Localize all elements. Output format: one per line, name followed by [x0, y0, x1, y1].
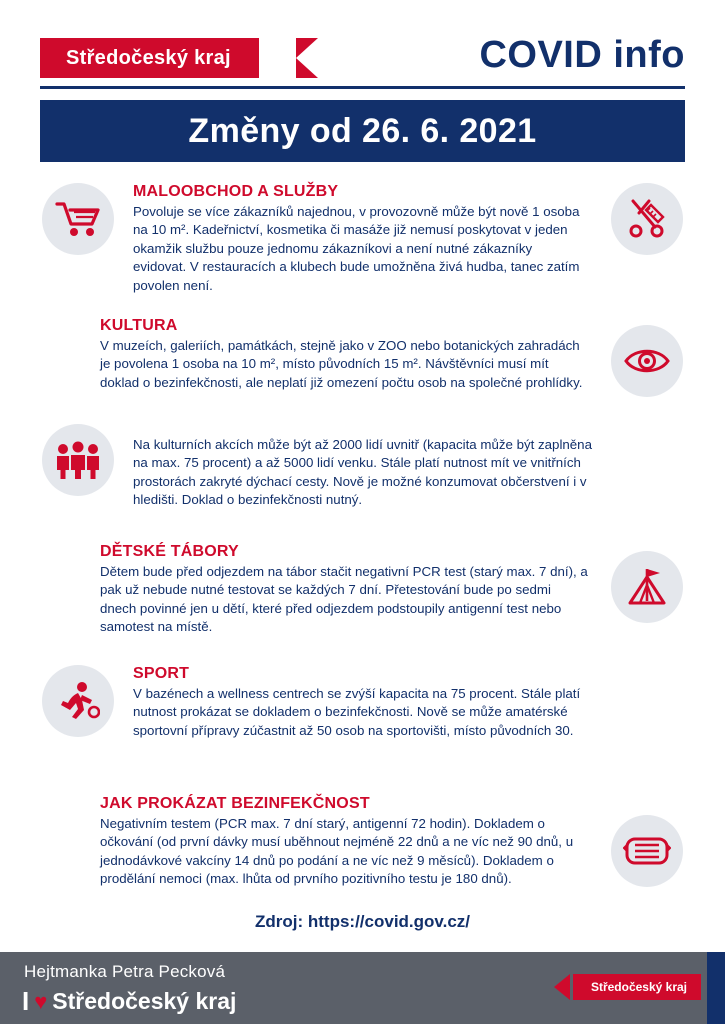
people-group-icon [42, 424, 114, 496]
footer-badge-tail [554, 974, 570, 1000]
page-title-bar [40, 100, 685, 162]
section-body: Povoluje se více zákazníků najednou, v provozovně může být nově 1 osoba na 10 m². Kadeřnictví, kosmetika či masáže již nemusí poskytovat v jeden okamžik službu pouze jednomu zákazníkovi a není nutné zákazníky evidovat. V restauracích a klubech bude umožněna živá hudba, tanec zatím povolen není. [133, 204, 580, 293]
section-maloobchod [133, 183, 588, 295]
section-heading: SPORT [133, 665, 190, 682]
section-heading: DĚTSKÉ TÁBORY [100, 543, 239, 560]
footer-logo-i: I [22, 986, 30, 1016]
section-bezinfekcnost [100, 795, 590, 889]
section-body: V bazénech a wellness centrech se zvýší kapacita na 75 procent. Stále platí nutnost prokázat se dokladem o bezinfekčnosti. Nově se může amatérské sportovní přípravy zúčastnit až 50 osob na sportovišti, místo původních 30. [133, 686, 581, 738]
poster-header [40, 34, 685, 90]
section-kulturni-akce [133, 436, 603, 510]
poster-footer [0, 952, 725, 1024]
footer-person-name: Hejtmanka Petra Pecková [24, 962, 226, 981]
footer-logo-text: Středočeský kraj [52, 988, 237, 1014]
section-sport [133, 665, 603, 740]
eye-icon [611, 325, 683, 397]
running-person-icon [42, 665, 114, 737]
source-line [0, 912, 725, 932]
heart-icon: ♥ [34, 988, 48, 1014]
section-body: Na kulturních akcích může být až 2000 lidí uvnitř (kapacita může být zaplněna na max. 75 procent) a až 5000 lidí venku. Stále platí nutnost mít ve vnitřních prostorách zakryté dýchací cesty. Nově je možné konzumovat občerstvení i v hledišti. Doklad o bezinfekčnosti nutný. [133, 437, 592, 508]
section-heading: JAK PROKÁZAT BEZINFEKČNOST [100, 795, 370, 812]
tent-icon [611, 551, 683, 623]
region-flag-tail [296, 38, 318, 78]
face-mask-icon [611, 815, 683, 887]
section-body: Negativním testem (PCR max. 7 dní starý, antigenní 72 hodin). Dokladem o očkování (od první dávky musí uběhnout nejméně 22 dnů a ne víc než 90 dnů, u jednodávkové vakcíny 14 dnů po podání a ne víc než 9 měsíců). Dokladem o prodělání nemoci (max. lhůta od prvního pozitivního testu je 180 dnů). [100, 816, 574, 887]
source-link[interactable]: https://covid.gov.cz/ [307, 912, 471, 931]
footer-blue-tab [707, 952, 725, 1024]
header-divider [40, 86, 685, 89]
region-flag-label: Středočeský kraj [40, 38, 259, 78]
section-detske-tabory [100, 543, 590, 637]
source-label: Zdroj: [254, 912, 304, 931]
section-heading: MALOOBCHOD A SLUŽBY [133, 183, 339, 200]
section-body: Dětem bude před odjezdem na tábor stačit negativní PCR test (starý max. 7 dní), a pak už nebude nutné testovat se každých 7 dní. Přetestování bude po sedmi dnech povinné jen u dětí, které před odjezdem podstoupily antigenní test nebo samotest na místě. [100, 564, 588, 635]
section-heading: KULTURA [100, 317, 178, 334]
shopping-cart-icon [42, 183, 114, 255]
page-title: Změny od 26. 6. 2021 [188, 111, 537, 150]
section-body: V muzeích, galeriích, památkách, stejně jako v ZOO nebo botanických zahradách je povolena 1 osoba na 10 m², místo původních 15 m². Návštěvníci musí mít doklad o bezinfekčnosti, ale neplatí již omezení počtu osob na společné prohlídky. [100, 338, 583, 390]
footer-region-badge: Středočeský kraj [573, 974, 701, 1000]
section-kultura [100, 317, 588, 392]
brand-title: COVID info [479, 34, 685, 76]
footer-logo [22, 986, 236, 1017]
scissors-comb-icon [611, 183, 683, 255]
